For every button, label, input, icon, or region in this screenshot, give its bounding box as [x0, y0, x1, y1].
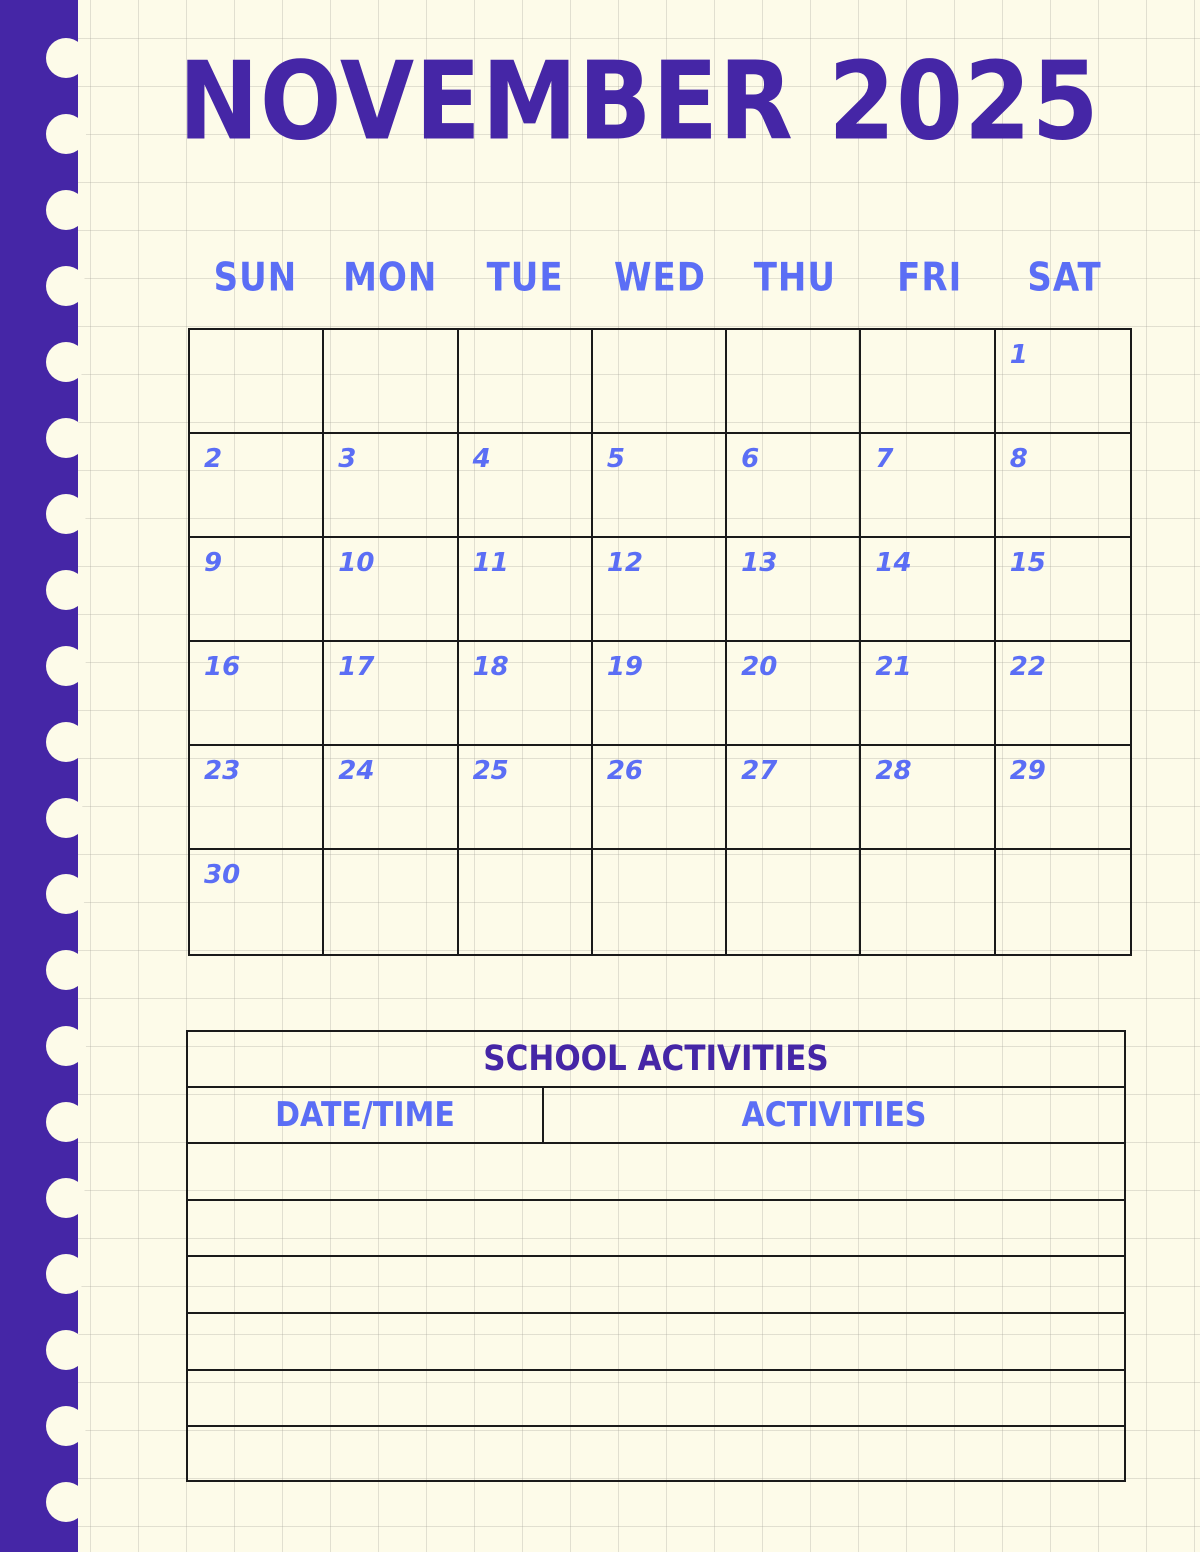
activities-table-row[interactable]	[188, 1371, 1124, 1428]
school-activities-table	[186, 1030, 1126, 1482]
punch-hole	[46, 570, 86, 610]
weekday-label-mon: MON	[343, 255, 438, 301]
calendar-empty-cell[interactable]	[324, 850, 458, 954]
calendar-empty-cell[interactable]	[593, 330, 727, 434]
day-number: 1	[1009, 340, 1028, 370]
punch-hole	[46, 266, 86, 306]
calendar-day-cell-9[interactable]	[190, 538, 324, 642]
calendar-day-cell-15[interactable]	[996, 538, 1130, 642]
calendar-day-cell-12[interactable]	[593, 538, 727, 642]
calendar-empty-cell[interactable]	[459, 850, 593, 954]
calendar-day-cell-29[interactable]	[996, 746, 1130, 850]
day-number: 29	[1009, 756, 1046, 786]
day-number: 11	[472, 548, 509, 578]
calendar-day-cell-20[interactable]	[727, 642, 861, 746]
page-title: NOVEMBER 2025	[178, 39, 1100, 165]
day-number: 13	[741, 548, 778, 578]
punch-hole	[46, 1102, 86, 1142]
calendar-day-cell-18[interactable]	[459, 642, 593, 746]
calendar-day-cell-28[interactable]	[861, 746, 995, 850]
activities-table-row[interactable]	[188, 1201, 1124, 1258]
activities-table-row[interactable]	[188, 1257, 1124, 1314]
calendar-day-cell-25[interactable]	[459, 746, 593, 850]
calendar-day-cell-30[interactable]	[190, 850, 324, 954]
day-number: 21	[875, 652, 912, 682]
calendar-day-cell-2[interactable]	[190, 434, 324, 538]
calendar-day-cell-19[interactable]	[593, 642, 727, 746]
punch-hole	[46, 190, 86, 230]
calendar-day-cell-13[interactable]	[727, 538, 861, 642]
punch-hole	[46, 1178, 86, 1218]
day-number: 15	[1009, 548, 1046, 578]
calendar-day-cell-24[interactable]	[324, 746, 458, 850]
calendar-day-cell-3[interactable]	[324, 434, 458, 538]
day-number: 28	[875, 756, 912, 786]
punch-hole	[46, 798, 86, 838]
calendar-day-cell-6[interactable]	[727, 434, 861, 538]
day-number: 4	[472, 444, 491, 474]
punch-hole	[46, 418, 86, 458]
calendar-empty-cell[interactable]	[861, 850, 995, 954]
day-number: 24	[338, 756, 375, 786]
day-number: 5	[606, 444, 625, 474]
day-number: 20	[741, 652, 778, 682]
punch-hole	[46, 342, 86, 382]
weekday-label-tue: TUE	[486, 255, 564, 301]
calendar-day-cell-16[interactable]	[190, 642, 324, 746]
column-header-date-time	[188, 1088, 544, 1142]
calendar-day-cell-21[interactable]	[861, 642, 995, 746]
weekday-label-sat: SAT	[1027, 255, 1102, 301]
calendar-empty-cell[interactable]	[459, 330, 593, 434]
day-number: 27	[741, 756, 778, 786]
day-number: 16	[204, 652, 241, 682]
calendar-day-cell-22[interactable]	[996, 642, 1130, 746]
day-number: 26	[606, 756, 644, 786]
day-number: 8	[1009, 444, 1028, 474]
calendar-day-cell-8[interactable]	[996, 434, 1130, 538]
calendar-day-cell-26[interactable]	[593, 746, 727, 850]
day-number: 2	[204, 444, 223, 474]
calendar-day-cell-14[interactable]	[861, 538, 995, 642]
activities-column-headers	[188, 1088, 1124, 1144]
calendar-day-cell-5[interactable]	[593, 434, 727, 538]
day-number: 12	[606, 548, 644, 578]
calendar-day-cell-7[interactable]	[861, 434, 995, 538]
activities-title-row	[188, 1032, 1124, 1088]
punch-hole	[46, 874, 86, 914]
day-number: 10	[338, 548, 375, 578]
day-number: 14	[875, 548, 912, 578]
day-number: 25	[472, 756, 509, 786]
activities-title: SCHOOL ACTIVITIES	[483, 1038, 829, 1080]
punch-hole	[46, 1482, 86, 1522]
activities-table-row[interactable]	[188, 1314, 1124, 1371]
punch-hole	[46, 646, 86, 686]
calendar-empty-cell[interactable]	[996, 850, 1130, 954]
day-number: 18	[472, 652, 509, 682]
weekday-header-row	[188, 255, 1132, 301]
calendar-day-cell-11[interactable]	[459, 538, 593, 642]
column-header-activities-label: ACTIVITIES	[741, 1095, 927, 1135]
day-number: 17	[338, 652, 375, 682]
day-number: 7	[875, 444, 894, 474]
calendar-empty-cell[interactable]	[324, 330, 458, 434]
calendar-day-cell-23[interactable]	[190, 746, 324, 850]
day-number: 9	[204, 548, 223, 578]
activities-table-row[interactable]	[188, 1427, 1124, 1482]
weekday-label-fri: FRI	[897, 255, 963, 301]
punch-hole	[46, 1254, 86, 1294]
calendar-grid	[188, 328, 1132, 956]
calendar-empty-cell[interactable]	[190, 330, 324, 434]
weekday-label-wed: WED	[614, 255, 706, 301]
day-number: 6	[741, 444, 760, 474]
weekday-label-thu: THU	[753, 255, 836, 301]
calendar-day-cell-4[interactable]	[459, 434, 593, 538]
weekday-label-sun: SUN	[213, 255, 298, 301]
day-number: 30	[204, 860, 241, 890]
day-number: 22	[1009, 652, 1046, 682]
activities-table-row[interactable]	[188, 1144, 1124, 1201]
punch-hole	[46, 1406, 86, 1446]
punch-hole	[46, 1330, 86, 1370]
punch-hole	[46, 494, 86, 534]
calendar-empty-cell[interactable]	[861, 330, 995, 434]
calendar-empty-cell[interactable]	[727, 330, 861, 434]
calendar-day-cell-17[interactable]	[324, 642, 458, 746]
calendar-day-cell-10[interactable]	[324, 538, 458, 642]
calendar-day-cell-1[interactable]	[996, 330, 1130, 434]
punch-holes	[46, 0, 106, 1552]
calendar-empty-cell[interactable]	[593, 850, 727, 954]
calendar-empty-cell[interactable]	[727, 850, 861, 954]
punch-hole	[46, 950, 86, 990]
activities-rows	[188, 1144, 1124, 1482]
day-number: 3	[338, 444, 357, 474]
day-number: 23	[204, 756, 241, 786]
column-header-date-time-label: DATE/TIME	[275, 1095, 455, 1135]
punch-hole	[46, 1026, 86, 1066]
day-number: 19	[606, 652, 644, 682]
calendar-day-cell-27[interactable]	[727, 746, 861, 850]
column-header-activities	[544, 1088, 1124, 1142]
punch-hole	[46, 722, 86, 762]
